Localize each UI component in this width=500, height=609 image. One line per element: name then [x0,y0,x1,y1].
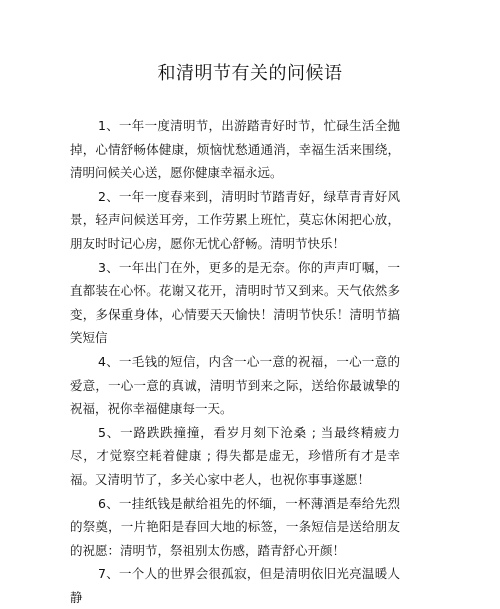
paragraph-3: 3、一年出门在外，更多的是无奈。你的声声叮嘱，一直都装在心怀。花谢又花开，清明时节又到来。天气依然多变，多保重身体，心情要天天愉快！清明节快乐！清明节搞笑短信 [70,259,400,346]
document-title: 和清明节有关的问候语 [157,63,343,84]
paragraph-5: 5、一路跌跌撞撞，看岁月刻下沧桑 ; 当最终精疲力尽，才觉察空耗着健康 ; 得失都是虚无，珍惜所有才是幸福。又清明节了，多关心家中老人，也祝你事事遂愿！ [70,424,400,487]
paragraph-4: 4、一毛钱的短信，内含一心一意的祝福，一心一意的爱意，一心一意的真诚，清明节到来之际，送给你最诚挚的祝福，祝你幸福健康每一天。 [70,353,400,417]
document-body [70,114,400,609]
paragraph-2: 2、一年一度春来到，清明时节踏青好，绿草青青好风景，轻声问候送耳旁，工作劳累上班忙，莫忘休闲把心放，朋友时时记心房，愿你无忧心舒畅。清明节快乐！ [70,188,400,251]
paragraph-7: 7、一个人的世界会很孤寂，但是清明依旧光亮温暖人静 [70,566,400,605]
paragraph-6: 6、一挂纸钱是献给祖先的怀缅，一杯薄酒是奉给先烈的祭奠，一片艳阳是春回大地的标签，一条短信是送给朋友的祝愿：清明节，祭祖别太伤感，踏青舒心开颜！ [70,495,400,558]
paragraph-1: 1、一年一度清明节，出游踏青好时节，忙碌生活全抛掉，心情舒畅体健康，烦恼忧愁通通消，幸福生活来围绕，清明问候关心送，愿你健康幸福永远。 [70,118,400,181]
